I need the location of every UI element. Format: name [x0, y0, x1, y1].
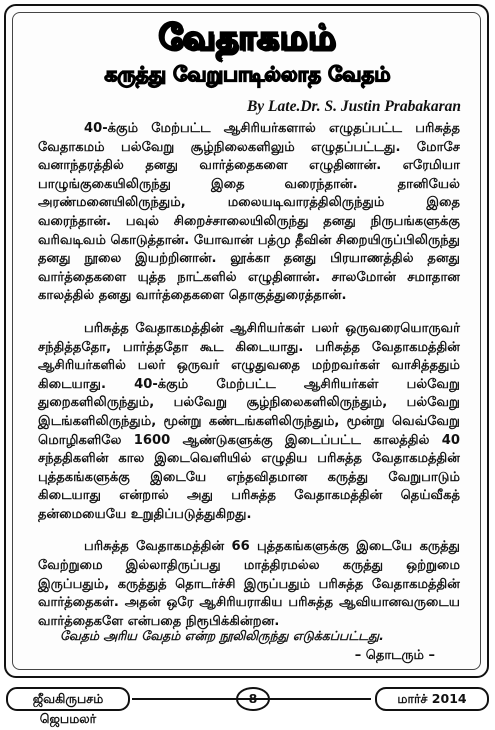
author-byline: By Late.Dr. S. Justin Prabakaran [246, 98, 461, 115]
article-subtitle: கருத்து வேறுபாடில்லாத வேதம் [104, 62, 391, 86]
page-footer [6, 687, 489, 726]
title-container [0, 18, 495, 62]
continued-marker: – தொடரும் – [354, 648, 435, 663]
magazine-name: ஜீவகிருபசம் ஜெபமலர் [6, 687, 130, 711]
article-body [38, 120, 460, 645]
issue-date: மார்ச் 2014 [375, 687, 489, 711]
page-number: 8 [236, 687, 270, 711]
source-note: வேதம் அரிய வேதம் என்ற நூலிலிருந்து எடுக்கப்பட்டது. [60, 628, 384, 643]
paragraph-1: 40-க்கும் மேற்பட்ட ஆசிரியர்களால் எழுதப்பட்ட பரிசுத்த வேதாகமம் பல்வேறு சூழ்நிலைகளிலும் எழுதப்பட்டது. மோசே வனாந்தரத்தில் தனது வார்த்தைகளை எழுதினான். எரேமியா பாழுங்குகையிலிருந்து இதை வரைந்தான். தானியேல் அரண்மனையிலிருந்தும், மலையடிவாரத்திலிருந்தும் இதை வரைந்தான். பவுல் சிறைச்சாலையிலிருந்து தனது நிருபங்களுக்கு வரிவடிவம் கொடுத்தான். யோவான் பத்மு தீவின் சிறையிருப்பிலிருந்து தனது நூலை இயற்றினான். லூக்கா தனது பிரயாணத்தில் தனது வார்த்தைகளை யுத்த நாட்களில் எழுதினான். சாலமோன் சமாதான காலத்தில் தனது வார்த்தைகளை தொகுத்துரைத்தான். [38, 121, 460, 304]
article-title: வேதாகமம் [158, 18, 337, 58]
paragraph-2: பரிசுத்த வேதாகமத்தின் ஆசிரியர்கள் பலர் ஒருவரையொருவர் சந்தித்ததோ, பார்த்ததோ கூட கிடையாது. பரிசுத்த வேதாகமத்தின் ஆசிரியர்களில் பலர் ஒருவர் எழுதுவதை மற்றவர்கள் வாசித்ததும் கிடையாது. 40-க்கும் மேற்பட்ட ஆசிரியர்கள் பல்வேறு துறைகளிலிருந்தும், பல்வேறு சூழ்நிலைகளிலிருந்தும், பல்வேறு இடங்களிலிருந்தும், மூன்று கண்டங்களிலிருந்தும், மூன்று வெவ்வேறு மொழிகளிலே 1600 ஆண்டுகளுக்கு இடைப்பட்ட காலத்தில் 40 சந்ததிகளின் கால இடைவெளியில் எழுதிய பரிசுத்த வேதாகமத்தின் புத்தகங்களுக்கு இடையே எந்தவிதமான கருத்து வேறுபாடும் கிடையாது என்றால் அது பரிசுத்த வேதாகமத்தின் தெய்வீகத் தன்மையையே உறுதிப்படுத்துகிறது. [38, 320, 460, 522]
paragraph-3: பரிசுத்த வேதாகமத்தின் 66 புத்தகங்களுக்கு இடையே கருத்து வேற்றுமை இல்லாதிருப்பது மாத்திரமல்ல கருத்து ஒற்றுமை இருப்பதும், கருத்துத் தொடர்ச்சி இருப்பதும் பரிசுத்த வேதாகமத்தின் வார்த்தைகள். அதன் ஒரே ஆசிரியராகிய பரிசுத்த ஆவியானவருடைய வார்த்தைகளே என்பதை நிரூபிக்கின்றன. [38, 539, 460, 629]
